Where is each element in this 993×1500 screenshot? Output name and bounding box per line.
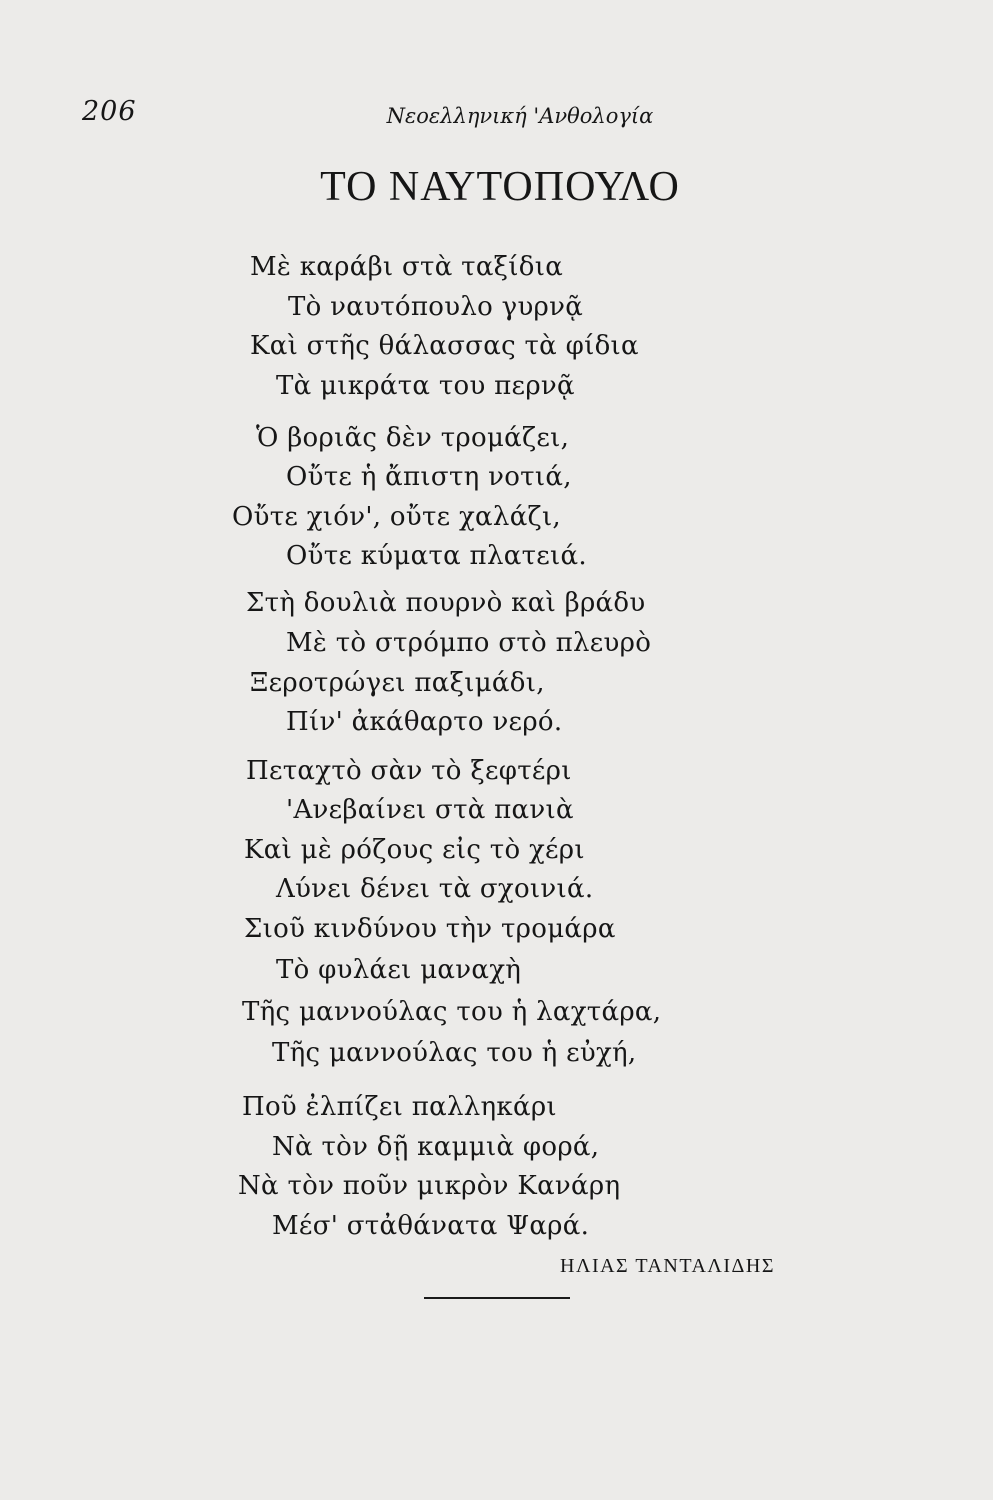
end-rule <box>424 1297 570 1299</box>
poem-line: Τὰ μικράτα του περνᾷ <box>276 371 575 401</box>
poem-line: Μέσ' στἀθάνατα Ψαρά. <box>272 1211 590 1241</box>
poem-line: Ξεροτρώγει παξιμάδι, <box>250 668 545 698</box>
poem-line: Στὴ δουλιὰ πουρνὸ καὶ βράδυ <box>246 588 646 618</box>
poem-line: Οὔτε ἡ ἄπιστη νοτιά, <box>286 462 572 492</box>
poem-line: 'Ανεβαίνει στὰ πανιὰ <box>286 795 574 825</box>
poem-line: Οὔτε κύματα πλατειά. <box>286 541 587 571</box>
poem-line: Πίν' ἀκάθαρτο νερό. <box>286 707 563 737</box>
poem-title: ΤΟ ΝΑΥΤΟΠΟΥΛΟ <box>320 164 680 210</box>
poem-line: Νὰ τὸν δῇ καμμιὰ φορά, <box>272 1132 600 1162</box>
running-title: Νεοελληνική 'Ανθολογία <box>386 104 654 128</box>
poem-line: Τῆς μαννούλας του ἡ λαχτάρα, <box>242 997 662 1027</box>
poem-line: Σιοῦ κινδύνου τὴν τρομάρα <box>244 914 616 944</box>
poem-line: Τὸ φυλάει μαναχὴ <box>276 955 522 985</box>
poem-line: Καὶ στῆς θάλασσας τὰ φίδια <box>250 331 639 361</box>
poem-line: Νὰ τὸν ποῦν μικρὸν Κανάρη <box>238 1171 621 1201</box>
poem-line: Τῆς μαννούλας του ἡ εὐχή, <box>272 1038 637 1068</box>
poem-line: Τὸ ναυτόπουλο γυρνᾷ <box>288 292 584 322</box>
poem-line: Πεταχτὸ σὰν τὸ ξεφτέρι <box>246 756 572 786</box>
poem-author: ΗΛΙΑΣ ΤΑΝΤΑΛΙΔΗΣ <box>560 1255 775 1277</box>
poem-line: Καὶ μὲ ρόζους εἰς τὸ χέρι <box>244 835 585 865</box>
poem-line: Μὲ καράβι στὰ ταξίδια <box>250 252 564 282</box>
poem-line: Οὔτε χιόν', οὔτε χαλάζι, <box>232 502 562 532</box>
page-number: 206 <box>82 96 137 127</box>
poem-line: Ποῦ ἐλπίζει παλληκάρι <box>242 1092 557 1122</box>
poem-line: Μὲ τὸ στρόμπο στὸ πλευρὸ <box>286 628 652 658</box>
poem-line: Λύνει δένει τὰ σχοινιά. <box>276 874 594 904</box>
poem-line: Ὁ βοριᾶς δὲν τρομάζει, <box>256 423 570 453</box>
